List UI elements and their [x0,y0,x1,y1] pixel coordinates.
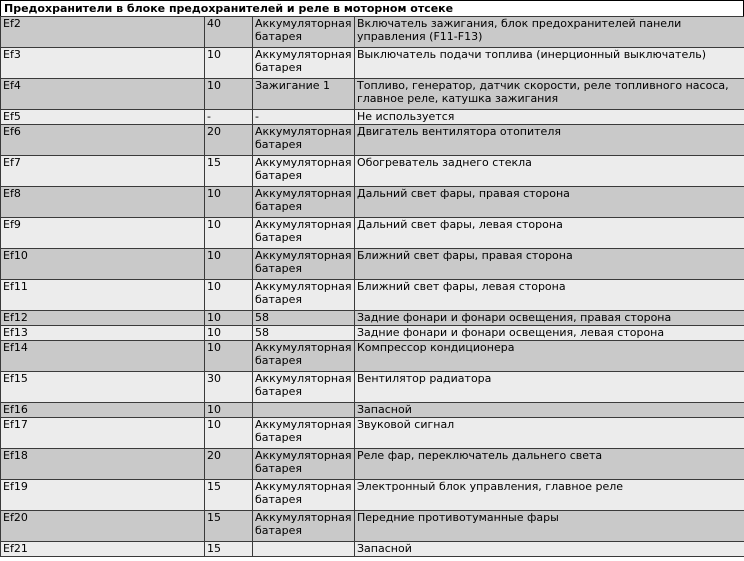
amperage-cell: 10 [205,418,253,449]
description-cell: Вентилятор радиатора [355,372,744,403]
description-cell: Дальний свет фары, левая сторона [355,218,744,249]
table-row [1,110,744,125]
amperage-cell: 10 [205,218,253,249]
fuse-id-cell: Ef13 [1,326,205,341]
description-cell: Звуковой сигнал [355,418,744,449]
table-row [1,341,744,372]
description-cell: Топливо, генератор, датчик скорости, реле топливного насоса, главное реле, катушка зажигания [355,79,744,110]
description-cell: Задние фонари и фонари освещения, левая сторона [355,326,744,341]
amperage-cell: 20 [205,449,253,480]
table-row [1,79,744,110]
description-cell: Обогреватель заднего стекла [355,156,744,187]
power-source-cell: Аккумуляторная батарея [253,418,355,449]
description-cell: Задние фонари и фонари освещения, правая сторона [355,311,744,326]
table-row [1,48,744,79]
power-source-cell: Аккумуляторная батарея [253,449,355,480]
table-row [1,542,744,557]
fuse-id-cell: Ef21 [1,542,205,557]
power-source-cell: Аккумуляторная батарея [253,125,355,156]
power-source-cell [253,542,355,557]
table-title: Предохранители в блоке предохранителей и реле в моторном отсеке [0,0,744,16]
power-source-cell: Аккумуляторная батарея [253,341,355,372]
fuse-id-cell: Ef5 [1,110,205,125]
description-cell: Не используется [355,110,744,125]
amperage-cell: 30 [205,372,253,403]
fuse-id-cell: Ef8 [1,187,205,218]
table-row [1,372,744,403]
amperage-cell: 15 [205,542,253,557]
description-cell: Включатель зажигания, блок предохранителей панели управления (F11-F13) [355,17,744,48]
fuse-id-cell: Ef10 [1,249,205,280]
table-row [1,311,744,326]
description-cell: Электронный блок управления, главное реле [355,480,744,511]
table-row [1,17,744,48]
amperage-cell: 20 [205,125,253,156]
power-source-cell [253,403,355,418]
table-row [1,156,744,187]
description-cell: Ближний свет фары, правая сторона [355,249,744,280]
fuse-id-cell: Ef15 [1,372,205,403]
table-row [1,125,744,156]
fuse-id-cell: Ef6 [1,125,205,156]
amperage-cell: 10 [205,48,253,79]
description-cell: Запасной [355,542,744,557]
fuse-id-cell: Ef3 [1,48,205,79]
table-row [1,187,744,218]
amperage-cell: 10 [205,326,253,341]
fuse-id-cell: Ef9 [1,218,205,249]
amperage-cell: 10 [205,341,253,372]
amperage-cell: 10 [205,249,253,280]
amperage-cell: 10 [205,280,253,311]
fuse-id-cell: Ef7 [1,156,205,187]
table-row [1,403,744,418]
table-row [1,280,744,311]
amperage-cell: 40 [205,17,253,48]
power-source-cell: Аккумуляторная батарея [253,249,355,280]
table-row [1,449,744,480]
table-row [1,511,744,542]
amperage-cell: 10 [205,403,253,418]
fuse-table [0,16,744,557]
power-source-cell: Аккумуляторная батарея [253,187,355,218]
amperage-cell: 15 [205,480,253,511]
amperage-cell: 15 [205,156,253,187]
fuse-id-cell: Ef2 [1,17,205,48]
fuse-id-cell: Ef16 [1,403,205,418]
table-row [1,218,744,249]
table-row [1,480,744,511]
power-source-cell: Аккумуляторная батарея [253,48,355,79]
fuse-table-body [1,17,744,557]
power-source-cell: Аккумуляторная батарея [253,372,355,403]
power-source-cell: Зажигание 1 [253,79,355,110]
description-cell: Ближний свет фары, левая сторона [355,280,744,311]
fuse-id-cell: Ef4 [1,79,205,110]
amperage-cell: 10 [205,311,253,326]
description-cell: Дальний свет фары, правая сторона [355,187,744,218]
fuse-id-cell: Ef19 [1,480,205,511]
table-row [1,249,744,280]
description-cell: Реле фар, переключатель дальнего света [355,449,744,480]
power-source-cell: Аккумуляторная батарея [253,280,355,311]
description-cell: Двигатель вентилятора отопителя [355,125,744,156]
power-source-cell: Аккумуляторная батарея [253,480,355,511]
description-cell: Выключатель подачи топлива (инерционный выключатель) [355,48,744,79]
fuse-id-cell: Ef18 [1,449,205,480]
power-source-cell: Аккумуляторная батарея [253,156,355,187]
amperage-cell: 10 [205,79,253,110]
fuse-id-cell: Ef14 [1,341,205,372]
table-row [1,418,744,449]
amperage-cell: 15 [205,511,253,542]
power-source-cell: Аккумуляторная батарея [253,511,355,542]
amperage-cell: 10 [205,187,253,218]
description-cell: Компрессор кондиционера [355,341,744,372]
table-row [1,326,744,341]
fuse-id-cell: Ef20 [1,511,205,542]
description-cell: Запасной [355,403,744,418]
fuse-id-cell: Ef12 [1,311,205,326]
power-source-cell: 58 [253,311,355,326]
fuse-id-cell: Ef17 [1,418,205,449]
power-source-cell: Аккумуляторная батарея [253,17,355,48]
description-cell: Передние противотуманные фары [355,511,744,542]
amperage-cell: - [205,110,253,125]
fuse-id-cell: Ef11 [1,280,205,311]
power-source-cell: Аккумуляторная батарея [253,218,355,249]
power-source-cell: 58 [253,326,355,341]
power-source-cell: - [253,110,355,125]
